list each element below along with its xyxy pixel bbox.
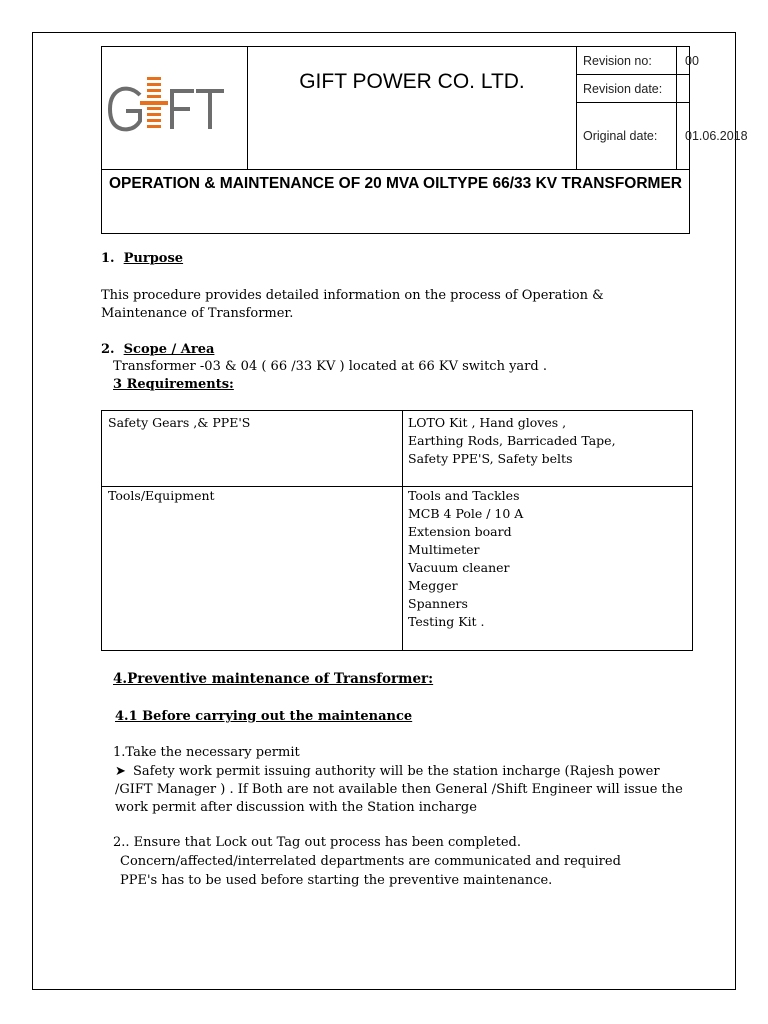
list-item: Safety PPE'S, Safety belts [408,451,573,466]
list-item: Multimeter [408,542,480,557]
purpose-text: This procedure provides detailed information on the process of Operation & Maintenance of Transformer. [101,288,604,321]
requirements-heading-text: 3 Requirements: [113,377,234,392]
preventive-subheading [115,709,412,724]
scope-text: Transformer -03 & 04 ( 66 /33 KV ) located at 66 KV switch yard . [113,359,547,374]
scope-heading-text: Scope / Area [123,342,215,357]
list-item: Extension board [408,524,512,539]
step-1-bullet [115,763,693,817]
logo-cell [102,47,248,169]
list-item: Tools and Tackles [408,488,520,503]
revision-grid [577,47,748,169]
purpose-heading-num: 1. [101,251,115,266]
list-item: Megger [408,578,458,593]
revision-date-row [577,75,689,103]
preventive-heading [113,671,433,687]
list-item: MCB 4 Pole / 10 A [408,506,524,521]
original-date-value: 01.06.2018 [685,129,748,143]
revision-no-value: 00 [685,54,699,68]
step-2: 2.. Ensure that Lock out Tag out process has been completed. [113,835,521,850]
arrow-bullet-icon: ➤ [115,764,126,779]
req-row-1-label: Safety Gears ,& PPE'S [108,415,251,430]
original-date-label: Original date: [577,103,677,169]
original-date-row [577,103,748,169]
scope-heading [101,342,214,357]
document-header [101,46,748,234]
table-divider-vertical [402,411,403,650]
list-item: Earthing Rods, Barricaded Tape, [408,433,616,448]
scope-heading-num: 2. [101,342,115,357]
revision-no-label: Revision no: [577,47,677,74]
gift-logo [102,47,248,169]
step-1-bullet-text: Safety work permit issuing authority will be the station incharge (Rajesh power /GIFT Manager ) . If Both are not available then General /Shift Engineer will issue the work permit after discussion with the Station incharge [115,764,683,815]
revision-no-row [577,47,699,75]
step-1: 1.Take the necessary permit [113,745,300,760]
company-name: GIFT POWER CO. LTD. [248,47,577,169]
preventive-heading-text: 4.Preventive maintenance of Transformer: [113,671,434,687]
req-row-2-items [408,487,523,631]
req-row-1-items [408,414,616,468]
list-item: Testing Kit . [408,614,485,629]
revision-date-label: Revision date: [577,75,677,102]
purpose-heading-text: Purpose [123,251,184,266]
step-2-line-3: PPE's has to be used before starting the preventive maintenance. [120,873,553,888]
list-item: Spanners [408,596,468,611]
req-row-2-label: Tools/Equipment [108,488,215,503]
requirements-table [101,410,693,651]
list-item: LOTO Kit , Hand gloves , [408,415,567,430]
step-2-line-2: Concern/affected/interrelated departments are communicated and required [120,854,621,869]
requirements-heading [113,377,234,392]
document-title: OPERATION & MAINTENANCE OF 20 MVA OILTYPE 66/33 KV TRANSFORMER [102,169,689,233]
purpose-heading [101,251,183,266]
revision-date-value [677,75,768,102]
list-item: Vacuum cleaner [408,560,510,575]
preventive-subheading-text: 4.1 Before carrying out the maintenance [115,709,413,724]
